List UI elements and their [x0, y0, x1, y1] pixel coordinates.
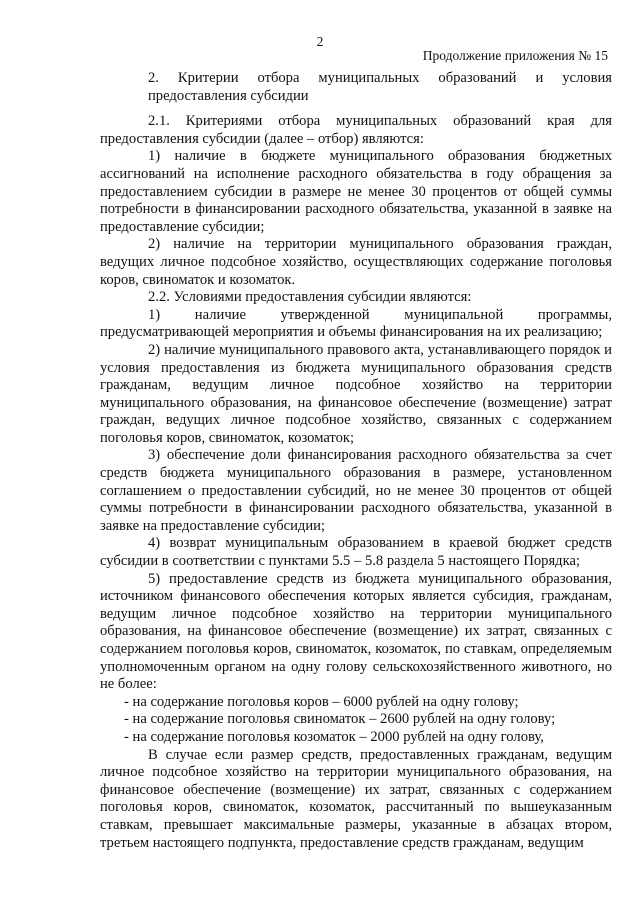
rate-cows: - на содержание поголовья коров – 6000 рублей на одну голову;: [124, 693, 519, 710]
document-body: [100, 70, 612, 852]
rate-sows: - на содержание поголовья свиноматок – 2600 рублей на одну голову;: [124, 711, 556, 728]
closing-paragraph: В случае если размер средств, предоставленных гражданам, ведущим личное подсобное хозяйство на территории муниципального образования, на финансовое обеспечение (возмещение) их затрат, связанных с содержанием поголовья коров, свиноматок, козоматок, рассчитанный по вышеуказанным ставкам, превышает максимальные размеры, указанные в абзацах втором, третьем настоящего подпункта, предоставление средств гражданам, ведущим: [100, 746, 612, 851]
criterion-2: 2) наличие на территории муниципального образования граждан, ведущих личное подсобное хозяйство, осуществляющих содержание поголовья коров, свиноматок и козоматок.: [100, 236, 612, 288]
condition-5: 5) предоставление средств из бюджета муниципального образования, источником финансового обеспечения которых является субсидия, гражданам, ведущим личное подсобное хозяйство на территории муниципального образования, на финансовое обеспечение (возмещение) их затрат, связанных с содержанием поголовья коров, свиноматок, козоматок, по ставкам, определяемым уполномоченным органом на одну голову сельскохозяйственного животного, но не более:: [100, 570, 612, 693]
condition-1: 1) наличие утвержденной муниципальной программы, предусматривающей мероприятия и объемы финансирования на их реализацию;: [100, 306, 612, 341]
condition-4: 4) возврат муниципальным образованием в краевой бюджет средств субсидии в соответствии с пунктами 5.5 – 5.8 раздела 5 настоящего Порядка;: [100, 535, 612, 570]
appendix-continuation-note: Продолжение приложения № 15: [422, 48, 608, 63]
section-heading: 2. Критерии отбора муниципальных образований и условия предоставления субсидии: [148, 70, 612, 104]
page-number: 2: [316, 34, 324, 49]
rate-goats: - на содержание поголовья козоматок – 2000 рублей на одну голову,: [124, 728, 544, 745]
paragraph-2-1: 2.1. Критериями отбора муниципальных образований края для предоставления субсидии (далее – отбор) являются:: [100, 113, 612, 147]
condition-3: 3) обеспечение доли финансирования расходного обязательства за счет средств бюджета муниципального образования в размере, установленном соглашением о предоставлении субсидий, но не менее 30 процентов от общей суммы потребности в финансировании расходного обязательства, указанной в заявке на предоставление субсидии;: [100, 447, 612, 534]
paragraph-2-2: 2.2. Условиями предоставления субсидии являются:: [148, 289, 472, 306]
condition-2: 2) наличие муниципального правового акта, устанавливающего порядок и условия предоставления из бюджета муниципального образования средств гражданам, ведущим личное подсобное хозяйство на территории муниципального образования, на финансовое обеспечение (возмещение) затрат граждан, ведущих личное подсобное хозяйство, связанных с содержанием поголовья коров, свиноматок, козоматок;: [100, 341, 612, 446]
criterion-1: 1) наличие в бюджете муниципального образования бюджетных ассигнований на исполнение расходного обязательства в году обращения за предоставлением субсидии в размере не менее 30 процентов от общей суммы потребности в финансировании расходного обязательства, указанной в заявке на предоставление субсидии;: [100, 148, 612, 235]
